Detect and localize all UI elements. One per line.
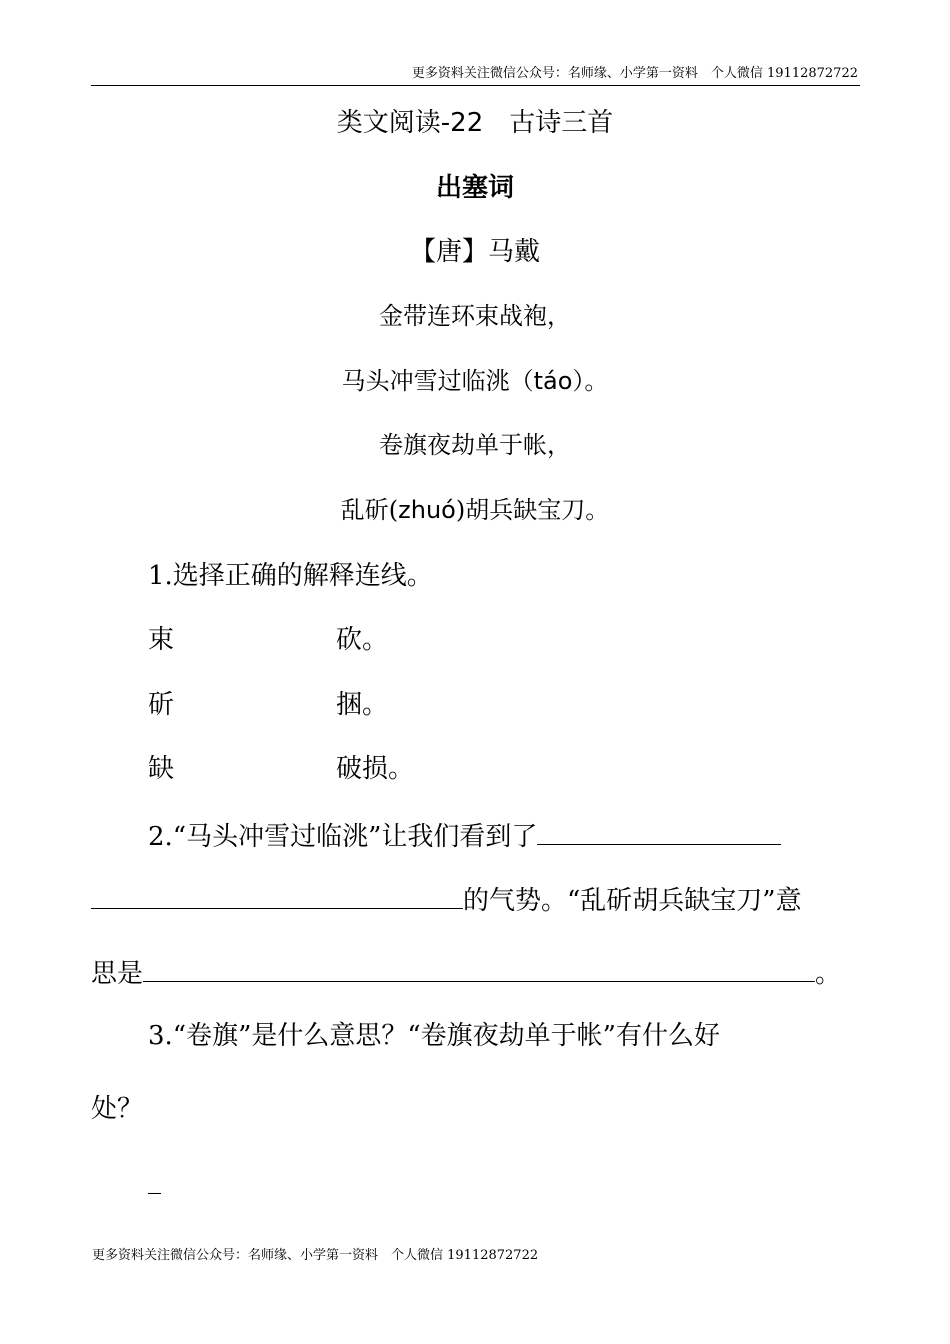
match-left-item: 斫 <box>148 690 175 720</box>
poem-line-2 <box>0 361 950 401</box>
question-2-text: 的气势。“乱斫胡兵缺宝刀”意 <box>463 886 802 916</box>
pinyin-annotation: zhuó <box>398 496 456 524</box>
poem-line-4 <box>0 490 950 530</box>
poem-line-text: 乱斫( <box>340 496 399 524</box>
poem-author: 【唐】马戴 <box>409 237 540 267</box>
question-3-line-2: 处？ <box>91 1094 144 1124</box>
question-2-line-2 <box>91 878 802 921</box>
question-1-prompt: 1.选择正确的解释连线。 <box>148 561 433 591</box>
answer-blank[interactable] <box>537 814 781 845</box>
poem-line-text: 卷旗夜劫单于帐， <box>379 431 571 459</box>
header-divider <box>91 85 860 86</box>
question-2-text: 思是 <box>91 959 144 989</box>
poem-line-text: )胡兵缺宝刀。 <box>455 496 610 524</box>
match-right-item: 破损。 <box>336 754 415 784</box>
question-2-text: 2.“马头冲雪过临洮”让我们看到了 <box>148 822 538 852</box>
poem-line-text: 金带连环束战袍， <box>379 302 571 330</box>
question-2-line-3 <box>91 951 841 994</box>
answer-blank[interactable] <box>143 951 815 982</box>
question-2-line-1 <box>148 814 781 857</box>
answer-blank[interactable] <box>91 878 463 909</box>
match-right-item: 捆。 <box>336 690 389 720</box>
question-3-line-1: 3.“卷旗”是什么意思？“卷旗夜劫单于帐”有什么好 <box>148 1021 720 1051</box>
poem-title: 出塞词 <box>435 173 514 203</box>
page-footer: 更多资料关注微信公众号：名师缘、小学第一资料 个人微信 19112872722 <box>92 1248 539 1263</box>
pinyin-annotation: táo <box>533 367 573 395</box>
match-left-item: 缺 <box>148 754 175 784</box>
poem-line-1 <box>0 296 950 336</box>
question-2-text: 。 <box>815 959 842 989</box>
answer-line-mark[interactable]: _ <box>148 1165 161 1195</box>
poem-line-text: ）。 <box>572 367 609 395</box>
match-right-item: 砍。 <box>336 625 389 655</box>
match-left-item: 束 <box>148 625 175 655</box>
poem-line-3 <box>0 425 950 465</box>
poem-line-text: 马头冲雪过临洮（ <box>341 367 534 395</box>
document-title: 类文阅读-22 古诗三首 <box>336 108 614 138</box>
page-header: 更多资料关注微信公众号：名师缘、小学第一资料 个人微信 19112872722 <box>411 66 858 81</box>
